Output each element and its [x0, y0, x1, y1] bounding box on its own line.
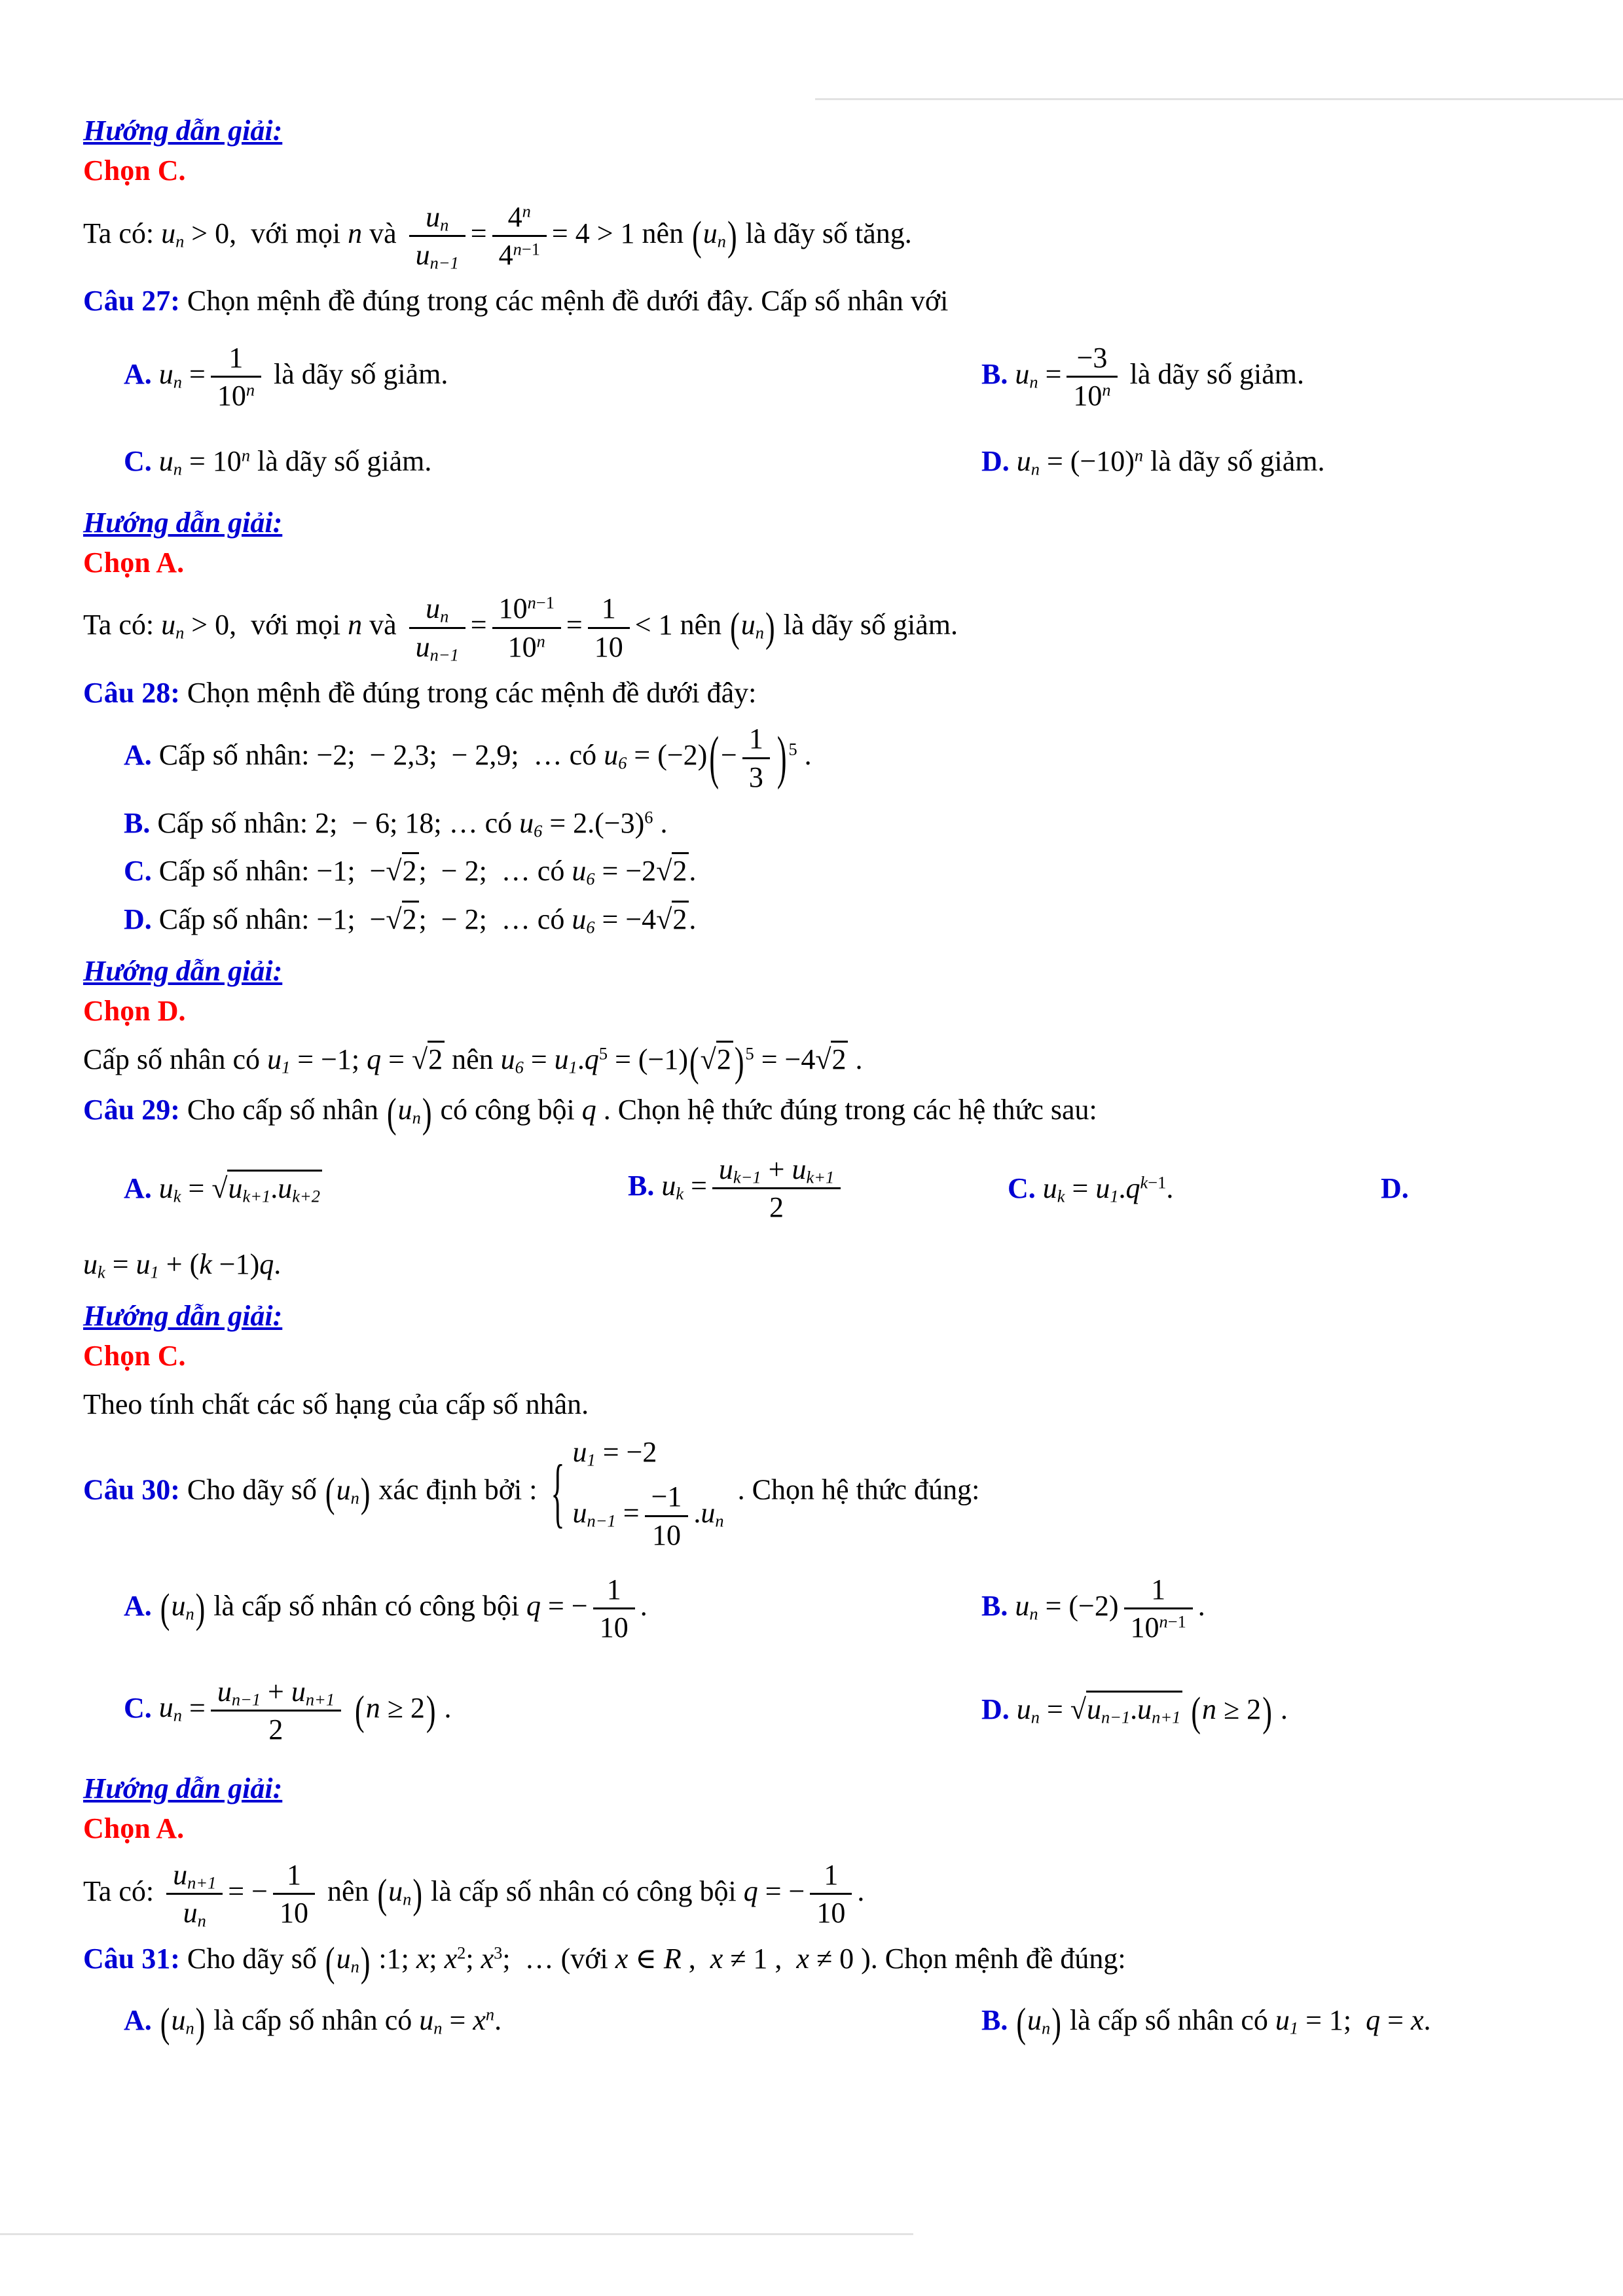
- q31-stem: Câu 31: Cho dãy số $(u_n)$ :1; x; $x^2$; $x^3$; … (với x ∈ R , x ≠ 1 , x ≠ 0 ). Chọn mệnh đề đúng:: [83, 1938, 1126, 1985]
- answer-choice-q30: Chọn A.: [83, 1812, 185, 1845]
- q30-options-row-1: [83, 1563, 1544, 1655]
- q30-option-d: D. $u_n = √u_{n-1}.u_{n+1}$ (n ≥ 2) .: [981, 1688, 1288, 1735]
- q30-option-b: B. $u_n = (-2)$ $\frac{1}{10^{n-1}}$ .: [981, 1573, 1205, 1644]
- q29-options-row: [83, 1143, 1544, 1234]
- answer-choice-q29: Chọn C.: [83, 1340, 186, 1372]
- q29-option-d-continuation: $u_k = u_1 + (k -1)q$.: [83, 1247, 282, 1282]
- solution-body-q27: Ta có: $u_n > 0$, với mọi n và $\frac{u_n}{u_{n-1}}$ = $\frac{10^{n-1}}{10^n}$ = $\frac{1}{10}$ < 1 nên $(u_n)$ là dãy số giảm.: [83, 592, 958, 665]
- answer-choice-q26: Chọn C.: [83, 154, 186, 187]
- q27-option-a: A. $u_n$ = $\frac{1}{10^n}$ là dãy số giảm.: [124, 341, 448, 412]
- q28-option-a: A. Cấp số nhân: −2; − 2,3; − 2,9; … có $u_6 = (-2)(-$ $\frac{1}{3}$ ) $^5$ .: [124, 723, 812, 793]
- q29-option-a: A. $u_k = √u_{k+1}.u_{k+2}$: [124, 1169, 628, 1208]
- solution-body-q28: Cấp số nhân có $u_1 = -1$; q = √2 nên $u_6 = u_1.q^5 = (-1)(√2$ )$^5$ = −4√2 .: [83, 1038, 863, 1085]
- q29-option-c: C. $u_k = u_1.q^{k-1}$.: [1008, 1172, 1174, 1206]
- document-content: [83, 98, 1544, 2062]
- q31-option-b: B. $(u_n)$ là cấp số nhân có $u_1 = 1$; q = x.: [981, 2000, 1431, 2047]
- q30-options-row-2: [83, 1665, 1544, 1757]
- q29-option-b: B. $u_k$ = $\frac{u_{k-1} + u_{k+1}}{2}$: [628, 1152, 1008, 1225]
- q27-stem: Câu 27: Chọn mệnh đề đúng trong các mệnh đề dưới đây. Cấp số nhân với: [83, 285, 949, 317]
- q27-option-d: D. $u_n = (-10)^n$ là dãy số giảm.: [981, 445, 1325, 479]
- solution-body-q29: Theo tính chất các số hạng của cấp số nhân.: [83, 1388, 589, 1420]
- q30-option-c: C. $u_n$ = $\frac{u_{n-1} + u_{n+1}}{2}$ (n ≥ 2) .: [124, 1675, 452, 1746]
- scan-edge-artifact-bottom: [0, 2233, 913, 2235]
- q27-options-row-1: [83, 331, 1544, 423]
- q27-option-b: B. $u_n$ = $\frac{-3}{10^n}$ là dãy số giảm.: [981, 341, 1304, 412]
- q31-options-row: [83, 1992, 1544, 2052]
- solution-body-q26: Ta có: $u_n > 0$, với mọi n và $\frac{u_n}{u_{n-1}}$ = $\frac{4^n}{4^{n-1}}$ = 4 > 1 nên $(u_n)$ là dãy số tăng.: [83, 200, 912, 273]
- answer-choice-q27: Chọn A.: [83, 547, 185, 579]
- solution-heading-q28: Hướng dẫn giải:: [83, 955, 283, 988]
- q30-option-a: A. $(u_n)$ là cấp số nhân có công bội q = − $\frac{1}{10}$ .: [124, 1573, 647, 1644]
- q28-stem: Câu 28: Chọn mệnh đề đúng trong các mệnh đề dưới đây:: [83, 676, 757, 709]
- q27-options-row-2: [83, 433, 1544, 490]
- q30-stem: Câu 30: Cho dãy số $(u_n)$ xác định bởi : { $u_1 = -2$ $u_{n-1}$ = $\frac{-1}{10}$ $.u_n$ . Chọn hệ thức đúng:: [83, 1436, 980, 1551]
- solution-body-q30: Ta có: $\frac{u_{n+1}}{u_n}$ = − $\frac{1}{10}$ nên $(u_n)$ là cấp số nhân có công bội q = − $\frac{1}{10}$ .: [83, 1858, 865, 1931]
- q29-stem: Câu 29: Cho cấp số nhân $(u_n)$ có công bội q . Chọn hệ thức đúng trong các hệ thức sau:: [83, 1089, 1097, 1136]
- q28-option-d: D. Cấp số nhân: −1; −√2; − 2; … có $u_6 = -4√2$.: [83, 900, 1544, 939]
- solution-heading-q26: Hướng dẫn giải:: [83, 115, 283, 147]
- q29-option-d: D.: [1381, 1172, 1409, 1205]
- q27-option-c: C. $u_n = 10^n$ là dãy số giảm.: [124, 445, 432, 479]
- q31-option-a: A. $(u_n)$ là cấp số nhân có $u_n = x^n$.: [124, 2000, 502, 2047]
- q28-option-c: C. Cấp số nhân: −1; −√2; − 2; … có $u_6 = -2√2$.: [83, 852, 1544, 890]
- answer-choice-q28: Chọn D.: [83, 995, 186, 1028]
- solution-heading-q27: Hướng dẫn giải:: [83, 506, 283, 539]
- q28-option-b: B. Cấp số nhân: 2; − 6; 18; … có $u_6 = 2.(-3)^6$ .: [124, 806, 668, 841]
- solution-heading-q29: Hướng dẫn giải:: [83, 1299, 283, 1332]
- solution-heading-q30: Hướng dẫn giải:: [83, 1772, 283, 1805]
